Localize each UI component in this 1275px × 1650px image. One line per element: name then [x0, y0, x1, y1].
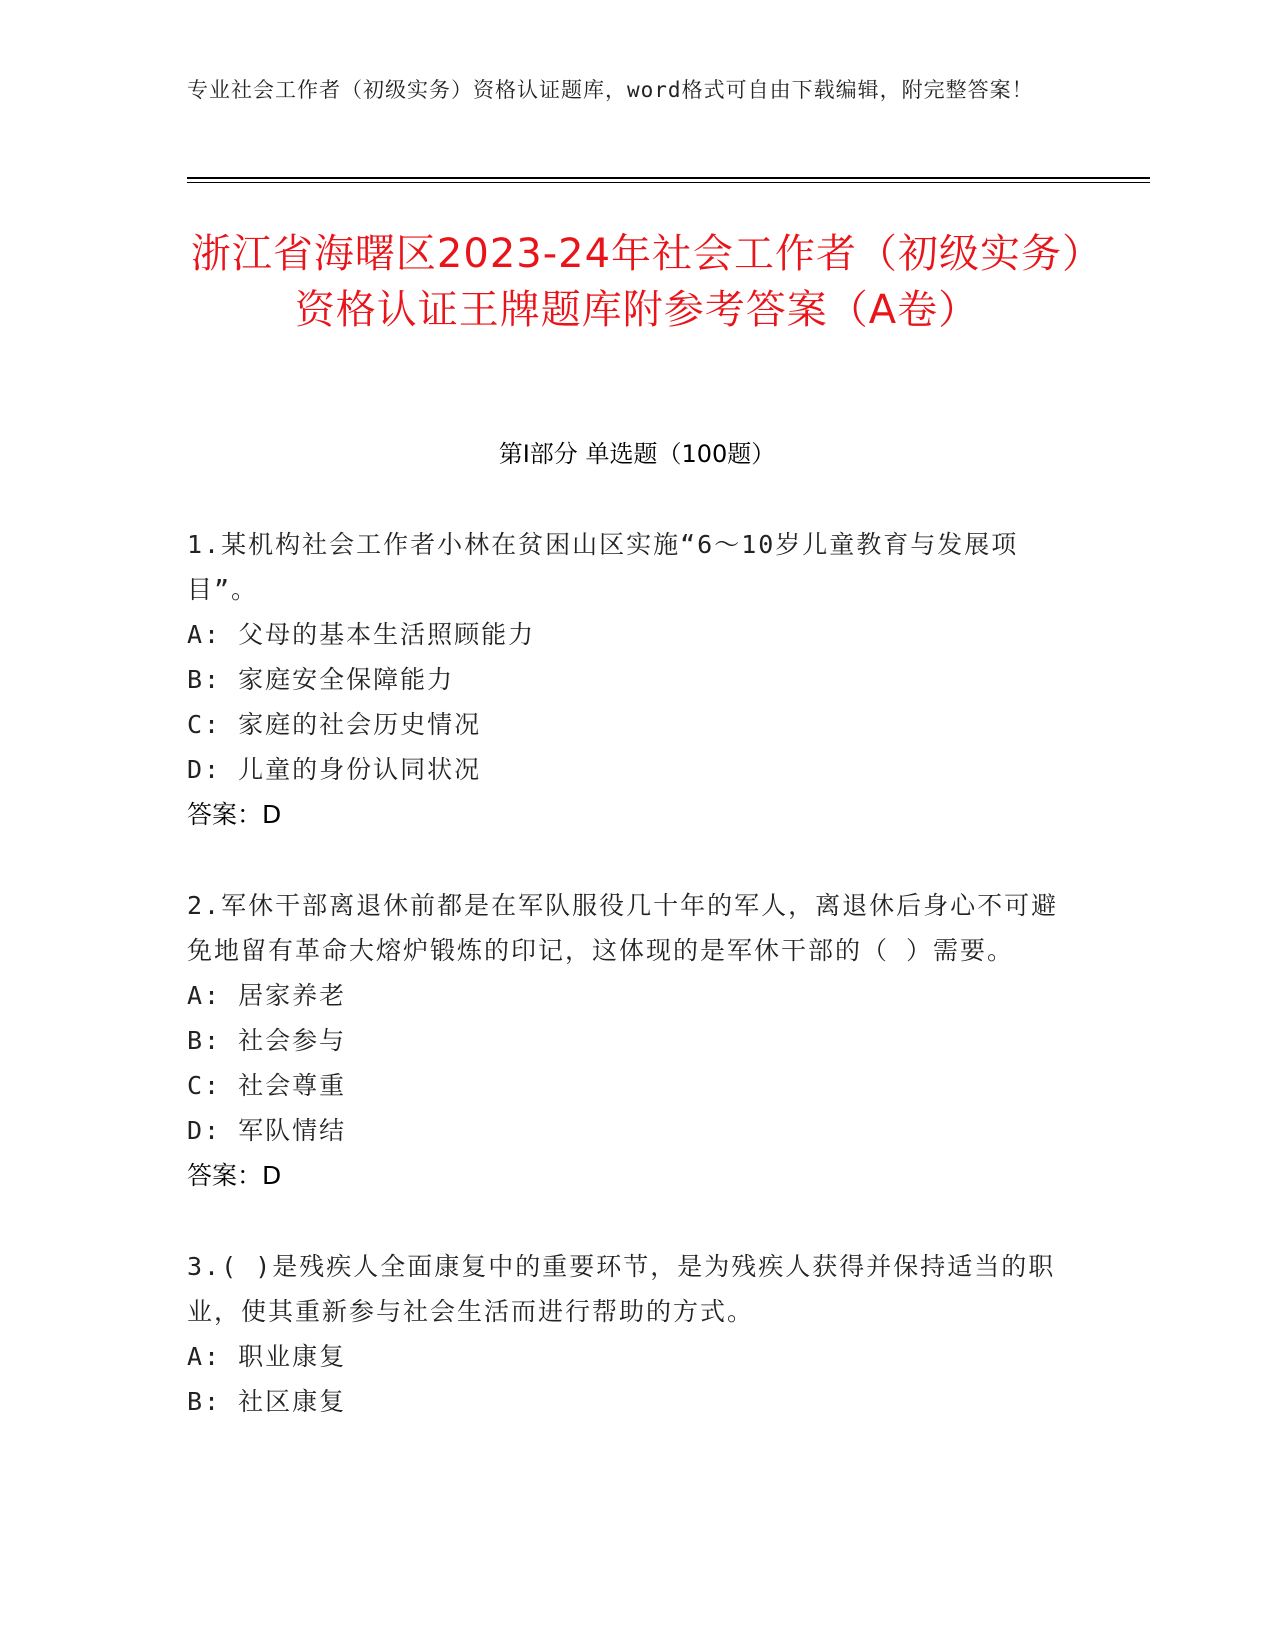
- option-c: C: 社会尊重: [187, 1071, 347, 1100]
- header-rule-thick: [187, 177, 1150, 179]
- question-2: [187, 883, 1077, 1198]
- option-d: D: 军队情结: [187, 1116, 347, 1145]
- option-b: B: 家庭安全保障能力: [187, 665, 455, 694]
- question-3: [187, 1244, 1077, 1424]
- question-1: [187, 522, 1077, 837]
- option-a: A: 职业康复: [187, 1342, 347, 1371]
- option-c: C: 家庭的社会历史情况: [187, 710, 482, 739]
- option-d: D: 儿童的身份认同状况: [187, 755, 482, 784]
- option-a: A: 居家养老: [187, 981, 347, 1010]
- answer-line: 答案：D: [187, 1161, 282, 1190]
- question-stem: 3.( )是残疾人全面康复中的重要环节，是为残疾人获得并保持适当的职业，使其重新参与社会生活而进行帮助的方式。: [187, 1252, 1056, 1326]
- answer-line: 答案：D: [187, 800, 282, 829]
- document-title: 浙江省海曙区2023-24年社会工作者（初级实务）资格认证王牌题库附参考答案（A卷）: [190, 231, 1084, 333]
- option-a: A: 父母的基本生活照顾能力: [187, 620, 536, 649]
- question-stem: 2.军休干部离退休前都是在军队服役几十年的军人，离退休后身心不可避免地留有革命大熔炉锻炼的印记，这体现的是军休干部的（ ）需要。: [187, 891, 1059, 965]
- header-rule-thin: [187, 182, 1150, 183]
- section-title: 第Ⅰ部分 单选题（100题）: [498, 440, 776, 468]
- question-list: [187, 522, 1077, 1470]
- option-b: B: 社区康复: [187, 1387, 347, 1416]
- option-b: B: 社会参与: [187, 1026, 347, 1055]
- header-note: 专业社会工作者（初级实务）资格认证题库，word格式可自由下载编辑，附完整答案！: [187, 78, 1034, 102]
- question-stem: 1.某机构社会工作者小林在贫困山区实施“6～10岁儿童教育与发展项目”。: [187, 530, 1019, 604]
